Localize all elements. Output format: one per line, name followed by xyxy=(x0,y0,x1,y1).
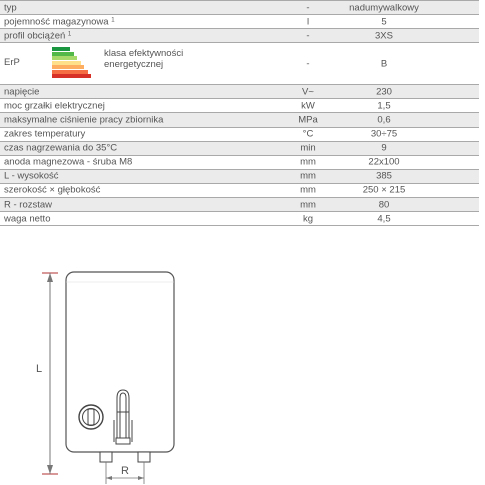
spec-label xyxy=(4,200,52,210)
spacing-dimension xyxy=(106,462,144,484)
spec-row xyxy=(0,184,479,198)
spec-label xyxy=(4,17,115,27)
spec-label-text: R - rozstaw xyxy=(4,198,53,210)
spec-label xyxy=(4,87,39,97)
spec-row xyxy=(0,128,479,142)
spec-unit: l xyxy=(306,15,310,27)
spec-label xyxy=(4,3,17,13)
spec-label-text: typ xyxy=(4,1,17,13)
spec-unit: min xyxy=(300,142,316,154)
spec-row xyxy=(0,142,479,156)
spec-value: 30÷75 xyxy=(370,128,398,140)
spec-label xyxy=(4,115,163,125)
spec-label-text: szerokość × głębokość xyxy=(4,184,101,196)
spec-unit: mm xyxy=(300,156,316,168)
spec-table xyxy=(0,0,479,226)
energy-class-bar xyxy=(52,70,88,74)
spec-unit: kW xyxy=(301,100,315,112)
spec-value: B xyxy=(380,58,388,70)
spec-label-text: maksymalne ciśnienie pracy zbiornika xyxy=(4,114,164,126)
spec-unit: - xyxy=(306,29,310,41)
water-connectors xyxy=(100,452,150,462)
spec-value: 5 xyxy=(381,15,387,27)
height-label: L xyxy=(36,363,43,375)
spec-unit: °C xyxy=(302,128,314,140)
energy-class-bar xyxy=(52,65,84,69)
spec-row xyxy=(0,156,479,170)
spec-value: 22x100 xyxy=(368,156,400,168)
spec-value: 250 × 215 xyxy=(362,184,406,196)
spec-row xyxy=(0,113,479,127)
spec-row xyxy=(0,0,479,15)
spec-label xyxy=(4,186,100,196)
spec-unit: MPa xyxy=(298,114,318,126)
spec-label xyxy=(4,143,117,153)
spec-label-text: waga netto xyxy=(4,212,51,224)
spec-unit: - xyxy=(306,58,310,70)
height-dimension xyxy=(36,273,58,474)
spec-label xyxy=(4,31,71,41)
spec-label-text: moc grzałki elektrycznej xyxy=(4,100,105,112)
spec-row xyxy=(0,170,479,184)
spec-value: 9 xyxy=(381,142,387,154)
spec-row xyxy=(0,212,479,226)
spec-row xyxy=(0,198,479,212)
spec-unit: mm xyxy=(300,198,316,210)
erp-class-label-line2: energetycznej xyxy=(104,59,164,71)
erp-class-label xyxy=(104,48,183,70)
spec-label-text: napięcie xyxy=(4,86,40,98)
spec-row xyxy=(0,99,479,113)
spec-label xyxy=(4,158,132,168)
spec-value: 4,5 xyxy=(377,212,391,224)
spec-row xyxy=(0,29,479,43)
energy-class-bar xyxy=(52,74,91,78)
spec-label-text: pojemność magazynowa xyxy=(4,15,109,27)
energy-class-bar xyxy=(52,52,74,56)
spec-label-text: czas nagrzewania do 35°C xyxy=(4,142,118,154)
spec-value: 1,5 xyxy=(377,100,391,112)
spec-label xyxy=(4,101,105,111)
spec-row-erp xyxy=(0,43,479,85)
spec-unit: V~ xyxy=(302,86,314,98)
energy-label-icon xyxy=(52,47,92,79)
spec-unit: mm xyxy=(300,170,316,182)
thermostat-knob-icon xyxy=(79,405,103,429)
spec-row xyxy=(0,15,479,29)
spec-row xyxy=(0,85,479,99)
spec-unit: kg xyxy=(302,212,314,224)
spec-label-text: L - wysokość xyxy=(4,170,59,182)
spec-value: 385 xyxy=(376,170,392,182)
spec-value: 3XS xyxy=(375,29,393,41)
energy-class-bar xyxy=(52,47,70,51)
energy-class-bar xyxy=(52,61,81,65)
spec-value: 0,6 xyxy=(377,114,391,126)
spacing-label: R xyxy=(121,465,129,477)
footnote-marker: 1 xyxy=(111,16,115,23)
spec-label xyxy=(4,172,59,182)
spec-unit: mm xyxy=(300,184,316,196)
spec-label-text: profil obciążeń xyxy=(4,29,66,41)
erp-class-label-line1: klasa efektywności xyxy=(104,48,184,60)
spec-label-text: anoda magnezowa - śruba M8 xyxy=(4,156,133,168)
spec-value: nadumywalkowy xyxy=(349,1,419,13)
footnote-marker: 1 xyxy=(67,30,72,37)
spec-value: 80 xyxy=(378,198,390,210)
spec-label-text: zakres temperatury xyxy=(4,128,86,140)
heater-diagram xyxy=(0,232,485,485)
spec-value: 230 xyxy=(376,86,392,98)
spec-label xyxy=(4,214,50,224)
energy-class-bar xyxy=(52,56,77,60)
erp-label: ErP xyxy=(4,57,20,69)
spec-unit: - xyxy=(306,1,310,13)
spec-label xyxy=(4,129,85,139)
